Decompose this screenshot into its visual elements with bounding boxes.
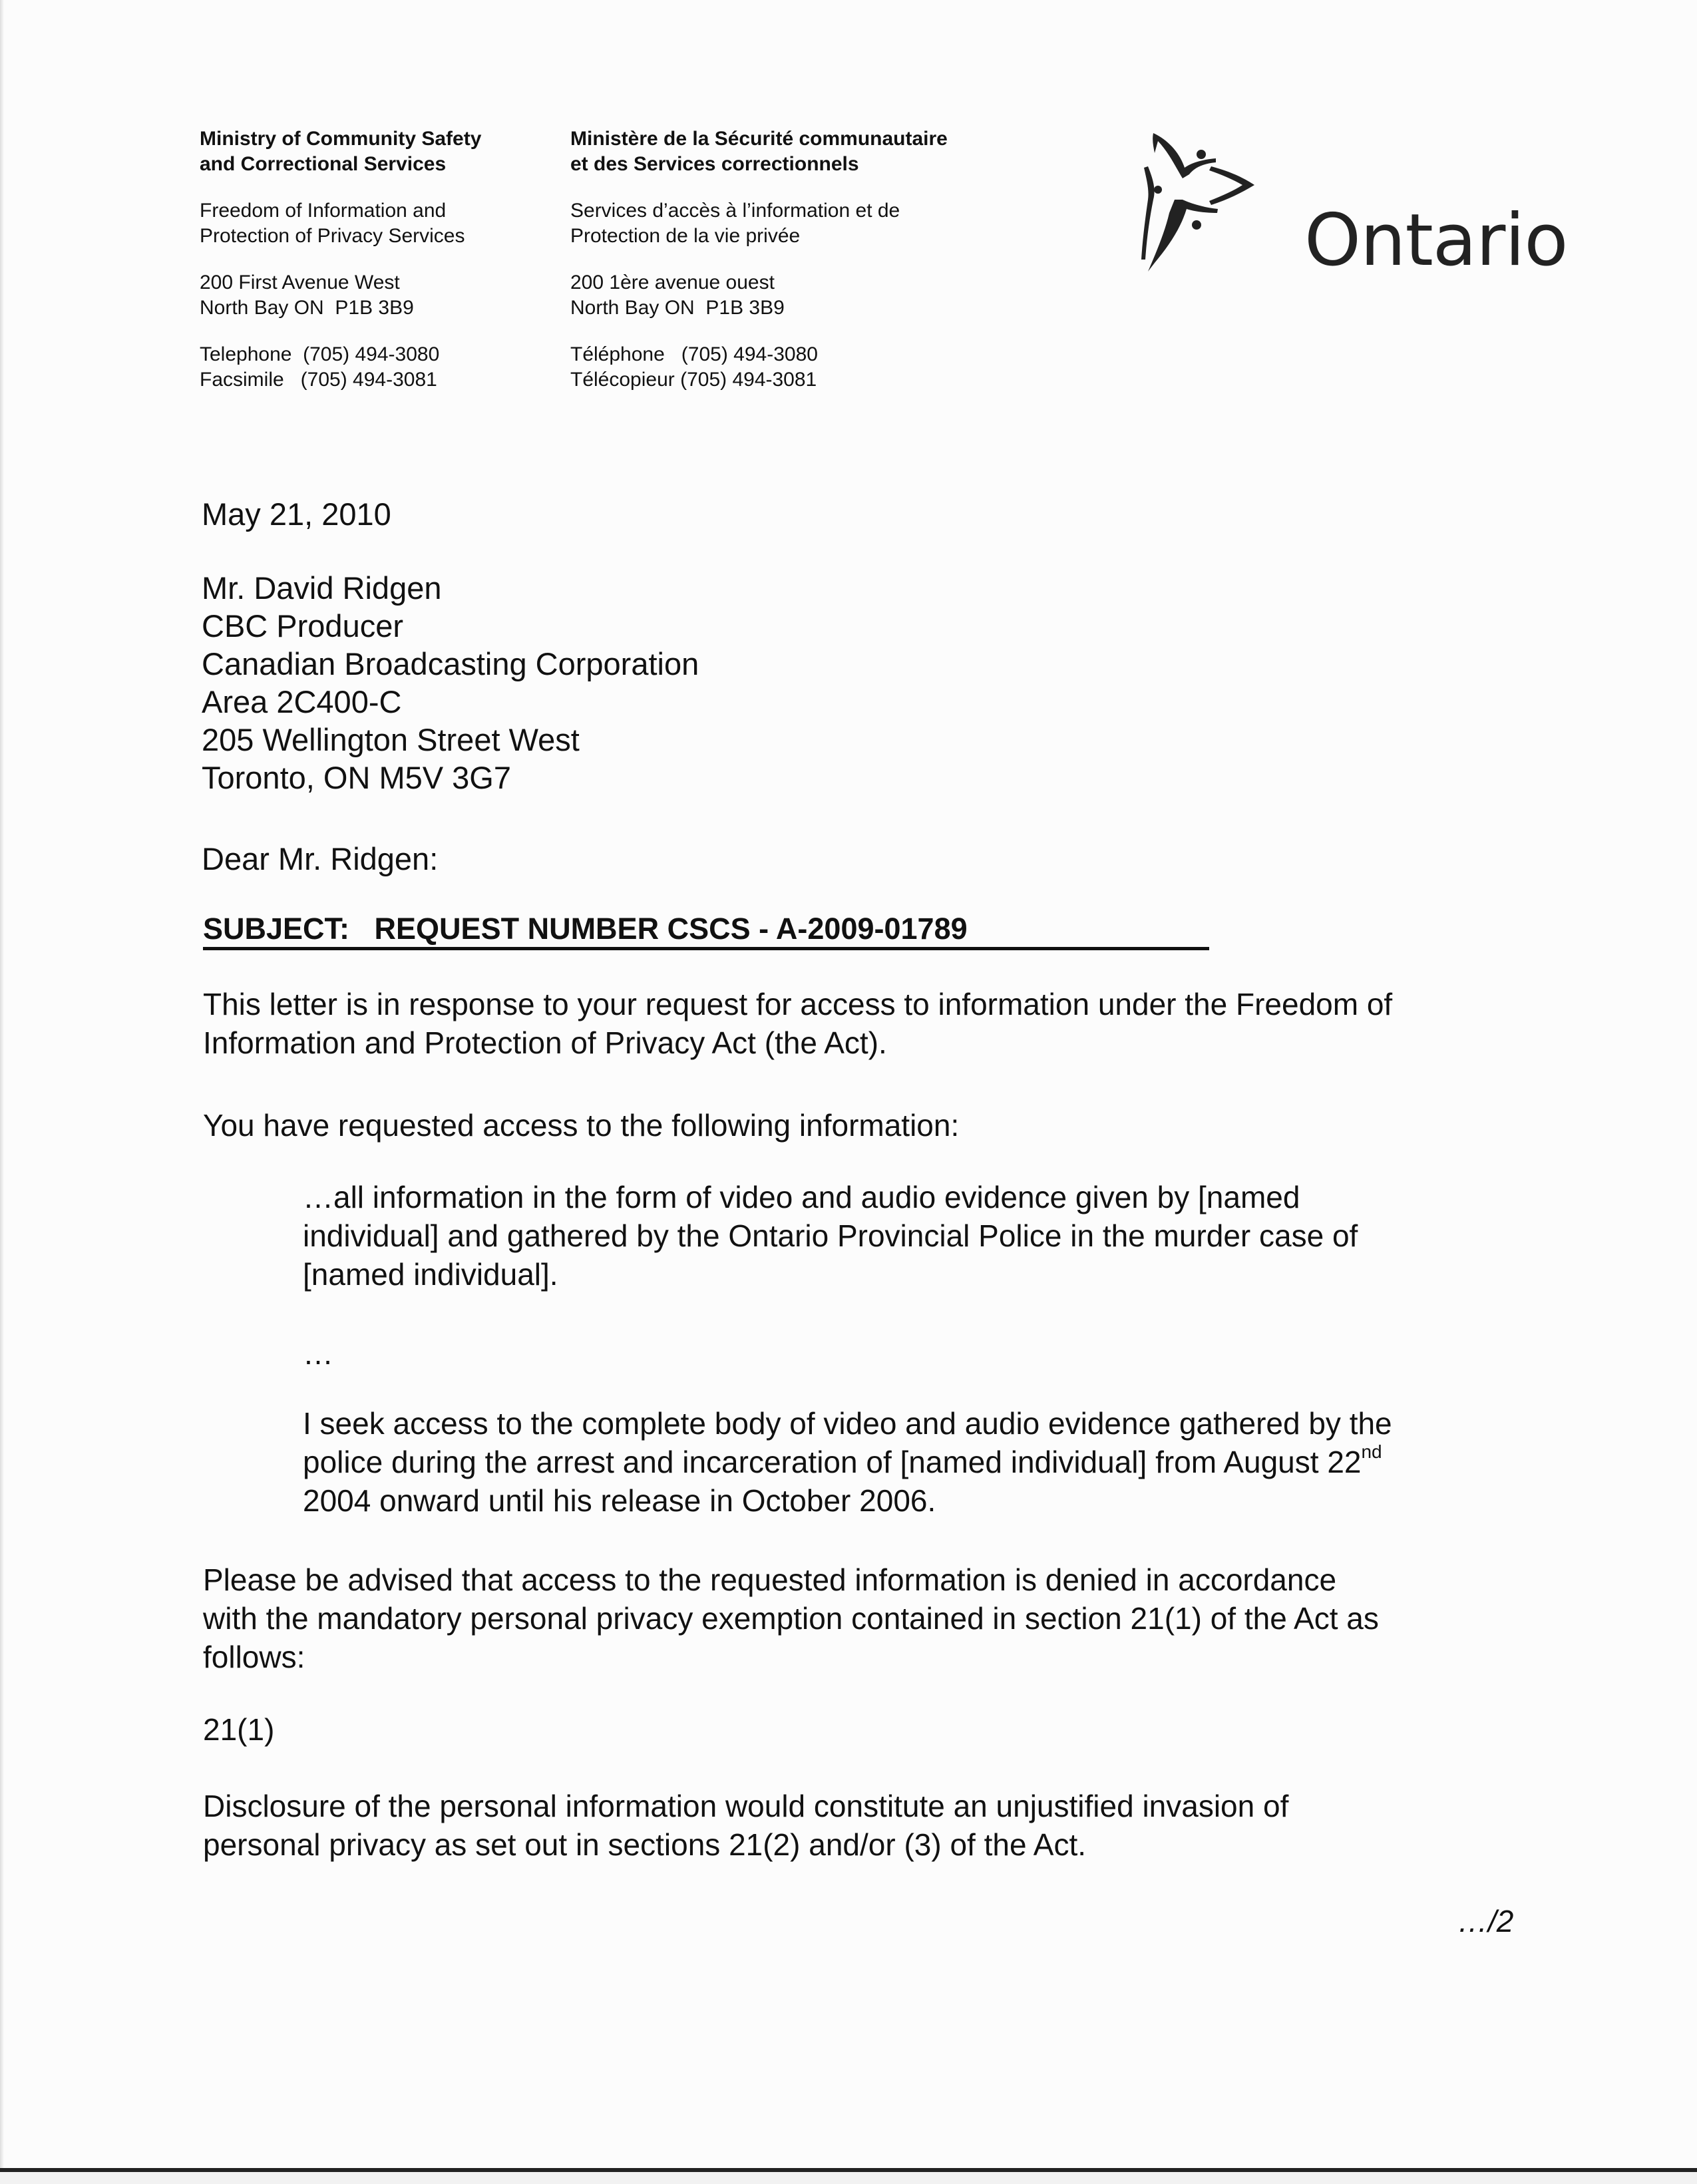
recipient-city: Toronto, ON M5V 3G7 xyxy=(202,760,511,795)
ontario-logo xyxy=(1128,126,1568,282)
denial-paragraph: Please be advised that access to the requested information is denied in accordance with the mandatory personal privacy exemption contained in section 21(1) of the Act as follows: xyxy=(203,1562,1379,1674)
subject-line: SUBJECT: REQUEST NUMBER CSCS - A-2009-01789 xyxy=(203,912,968,946)
ontario-wordmark: Ontario xyxy=(1304,199,1568,282)
address-fr: 200 1ère avenue ouest North Bay ON P1B 3B9 xyxy=(570,272,785,319)
scan-shadow xyxy=(0,0,4,2168)
subject-underline xyxy=(203,947,1209,950)
recipient-street: 205 Wellington Street West xyxy=(202,722,580,757)
ministry-name-en: Ministry of Community Safety and Correctional Services xyxy=(200,128,482,175)
intro-paragraph: This letter is in response to your request for access to information under the Freedom of Information and Protection of Privacy Act (the Act). xyxy=(203,987,1393,1060)
salutation: Dear Mr. Ridgen: xyxy=(202,841,439,876)
office-name-fr: Services d’accès à l’information et de Protection de la vie privée xyxy=(570,200,900,247)
request-quote-1: …all information in the form of video and audio evidence given by [named individual] and gathered by the Ontario Provincial Police in the murder case of [named individual]. xyxy=(303,1180,1358,1292)
letterhead-english xyxy=(200,126,546,414)
recipient-title: CBC Producer xyxy=(202,608,403,643)
scan-background xyxy=(0,2172,1697,2184)
ministry-name-fr: Ministère de la Sécurité communautaire et des Services correctionnels xyxy=(570,128,948,175)
recipient-address xyxy=(202,569,699,797)
trillium-icon xyxy=(1128,126,1301,279)
recipient-area: Area 2C400-C xyxy=(202,684,402,719)
page-continuation: …/2 xyxy=(1457,1904,1514,1938)
address-en: 200 First Avenue West North Bay ON P1B 3B9 xyxy=(200,272,414,319)
ordinal-suffix: nd xyxy=(1361,1441,1382,1462)
request-quote-2: I seek access to the complete body of video and audio evidence gathered by the police during the arrest and incarceration of [named individual] from August 22nd 2004 onward until his release in October 2006. xyxy=(303,1406,1392,1518)
office-name-en: Freedom of Information and Protection of Privacy Services xyxy=(200,200,465,247)
requested-paragraph: You have requested access to the following information: xyxy=(203,1108,960,1143)
contact-fr: Téléphone (705) 494-3080 Télécopieur (705) 494-3081 xyxy=(570,343,818,391)
disclosure-paragraph: Disclosure of the personal information would constitute an unjustified invasion of personal privacy as set out in sections 21(2) and/or (3) of the Act. xyxy=(203,1789,1289,1862)
contact-en: Telephone (705) 494-3080 Facsimile (705) 494-3081 xyxy=(200,343,440,391)
letter-date: May 21, 2010 xyxy=(202,496,391,532)
quote-ellipsis: … xyxy=(303,1336,333,1371)
letterhead-french xyxy=(570,126,1049,414)
section-reference: 21(1) xyxy=(203,1712,275,1747)
recipient-name: Mr. David Ridgen xyxy=(202,570,442,606)
recipient-organization: Canadian Broadcasting Corporation xyxy=(202,646,699,681)
